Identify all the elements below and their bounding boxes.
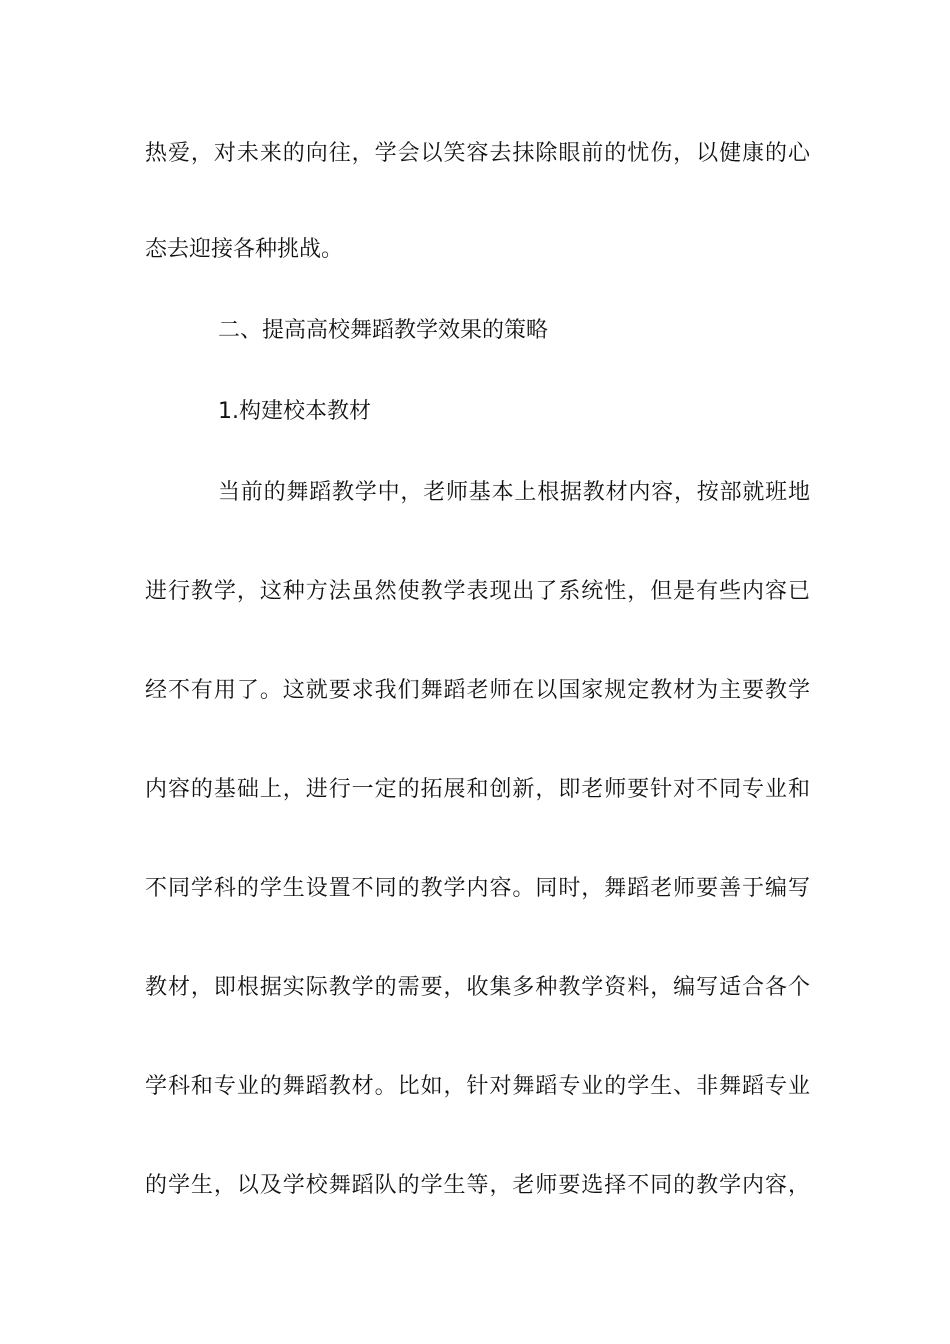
paragraph-line: 热爱，对未来的向往，学会以笑容去抹除眼前的忧伤，以健康的心 xyxy=(145,141,810,166)
paragraph-line: 的学生，以及学校舞蹈队的学生等，老师要选择不同的教学内容， xyxy=(145,1173,810,1198)
paragraph-line: 不同学科的学生设置不同的教学内容。同时，舞蹈老师要善于编写 xyxy=(145,876,810,901)
section-heading: 二、提高高校舞蹈教学效果的策略 xyxy=(218,318,549,343)
paragraph-line: 态去迎接各种挑战。 xyxy=(145,237,344,262)
subsection-heading: 1.构建校本教材 xyxy=(218,399,371,424)
paragraph-line: 学科和专业的舞蹈教材。比如，针对舞蹈专业的学生、非舞蹈专业 xyxy=(145,1074,810,1099)
paragraph-line: 进行教学，这种方法虽然使教学表现出了系统性，但是有些内容已 xyxy=(145,579,810,604)
paragraph-line: 教材，即根据实际教学的需要，收集多种教学资料，编写适合各个 xyxy=(145,975,810,1000)
paragraph-line: 经不有用了。这就要求我们舞蹈老师在以国家规定教材为主要教学 xyxy=(145,678,810,703)
paragraph-line: 当前的舞蹈教学中，老师基本上根据教材内容，按部就班地 xyxy=(218,480,810,505)
paragraph-line: 内容的基础上，进行一定的拓展和创新，即老师要针对不同专业和 xyxy=(145,777,810,802)
